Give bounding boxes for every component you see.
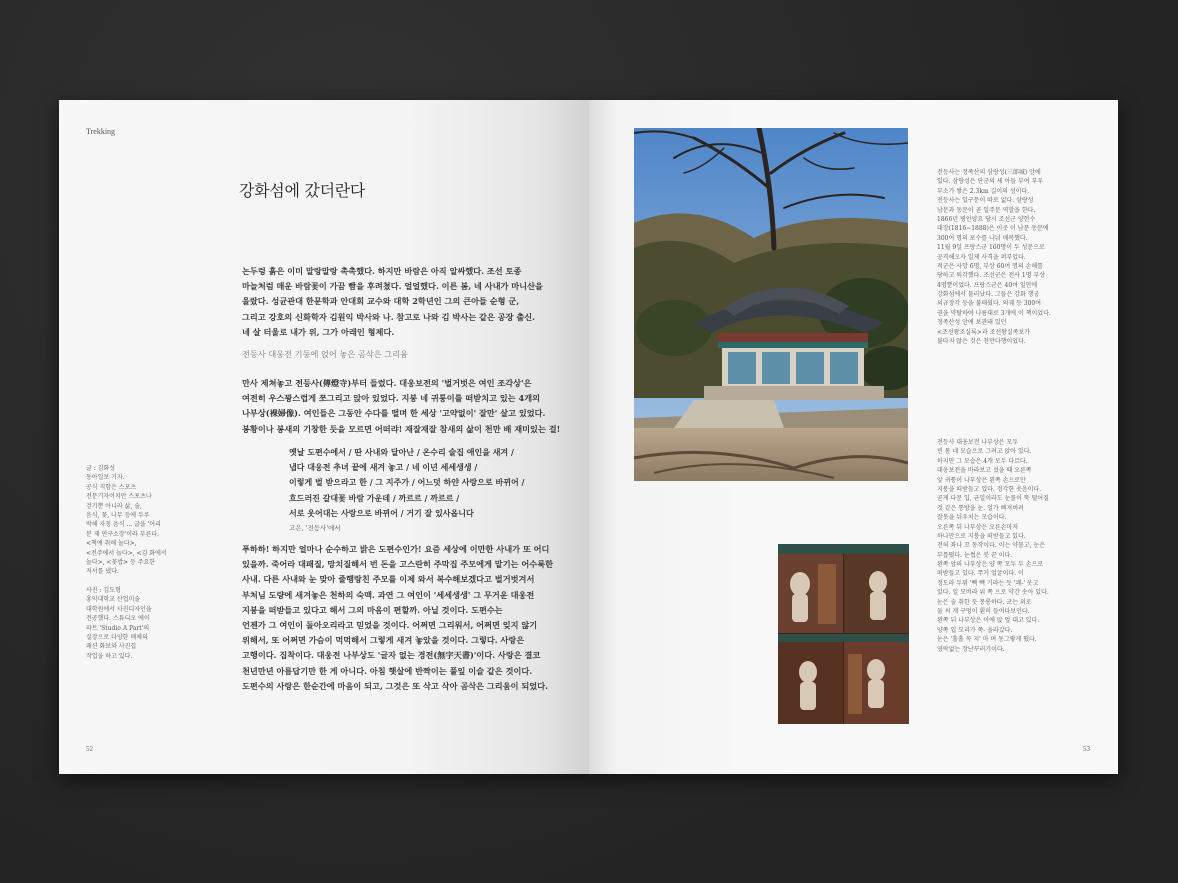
caption-line: 남문과 동문이 곧 일주문 역할을 한다.	[937, 206, 1036, 214]
credit-line: 작업을 하고 있다.	[86, 652, 133, 660]
caption-line: 앞 귀퉁이 나부상은 왼쪽 손으로만	[937, 476, 1026, 484]
caption-line: 부릅떴다. 눈썹은 붓 꾼 이다.	[937, 551, 1013, 559]
caption-line: 떠받들고 있다. 쭈거 얼굴이다. 이	[937, 570, 1024, 578]
caption-line: 둘 씨 게 구멍이 훤히 들여다보인다.	[937, 608, 1030, 616]
caption-line: 권을 약탈하여 나름대로 3개에 이 책이었다.	[937, 309, 1051, 317]
poem-line: 이렇게 벌 받으라고 한 / 그 지주가 / 어느덧 하얀 사랑으로 바뀌어 /	[289, 477, 525, 488]
caption-line: 빈 몸 네 모습으로 그려고 앉아 있다.	[937, 448, 1032, 456]
caption-line: <조선왕조실록>과 조선왕실족보가	[937, 328, 1031, 336]
text-line: 천년만년 아름답기만 한 게 아니다. 아침 햇살에 반짝이는 풀잎 이슬 같은 것이다.	[242, 665, 533, 676]
text-line: 여전히 우스꽝스럽게 쪼그리고 앉아 있었다. 지붕 네 귀퉁이를 떠받치고 있는 4개의	[242, 393, 541, 404]
temple-photo	[634, 128, 908, 481]
caption-line: 외규장각 등을 불태웠다. 의궤 등 300여	[937, 300, 1042, 308]
text-line: 고행이다. 집착이다. 대웅전 나부상도 '글자 없는 경전(無字天書)'이다. 사랑은 결코	[242, 650, 541, 661]
caption-line: 있다. 삼랑성은 단군의 세 아들 부여 부우	[937, 178, 1044, 186]
credit-line: 놀다>, <꽃밥> 등 주요한	[86, 558, 156, 566]
poem-quote	[289, 445, 524, 536]
caption-line: 왼쪽 뒤 나부상은 이에 앉 엎 대고 있다.	[937, 617, 1040, 625]
credit-line: 공식 직함은 스포츠	[86, 483, 137, 491]
credit-line	[86, 577, 167, 586]
text-line: 만사 제쳐놓고 전등사(傳燈寺)부터 들렀다. 대웅보전의 '벌거벗은 여인 조각상'은	[242, 378, 532, 388]
caption-line: 영락없는 장난꾸러기이다.	[937, 645, 1005, 653]
body-paragraph-2	[242, 376, 560, 437]
poem-line: 흐드러진 갈대꽃 바람 가운데 / 까르르 / 까르르 /	[289, 492, 460, 503]
caption-line: 정도라 두워 '빽 빽 기라는 듯 '쾌-' 웃고	[937, 579, 1039, 587]
caption-line: 공격해오자 일제 사격을 퍼부었다.	[937, 253, 1026, 261]
caption-line: 전등사 대웅보전 나부상은 모두	[937, 439, 1019, 446]
caption-line: 부소가 쌓은 2.3km 길이의 성이다.	[937, 187, 1030, 195]
credit-line: 실장으로 다양한 매체의	[86, 634, 148, 642]
credit-line: 전문기자이지만 스포츠나	[86, 493, 152, 501]
page-number-right: 53	[1083, 745, 1090, 753]
caption-line: 강화섬에서 물러났다. 그들은 강화 행궁	[937, 291, 1040, 299]
caption-line: 오른쪽 뒤 나부상은 오른손마저	[937, 523, 1019, 531]
caption-line: 왼쪽 앞의 나부상은 양 쪽 모두 두 손으로	[937, 561, 1044, 569]
text-line: 봉황이나 봉새의 기창한 듯을 모르면 어떠랴! 재잘재잘 참새의 삶이 천만 배 재미있는 걸!	[242, 423, 561, 434]
section-label: Trekking	[86, 127, 116, 136]
caption-line: 곧게 다문 입, 균일이라도 눈물이 뚝 떨어질	[937, 495, 1049, 503]
caption-line: 눈은 술 취한 듯 몽롱하다. 코는 외로	[937, 598, 1032, 606]
subheading: 전등사 대웅전 기둥에 얹어 놓은 곰삭은 그리움	[242, 349, 408, 359]
magazine-spread	[59, 100, 1118, 774]
right-page	[589, 100, 1118, 774]
sidebar-caption-2	[937, 438, 1049, 654]
caption-line: 대장(1816~1888)은 이곳 이 남문 동문에	[937, 225, 1049, 233]
text-line: 있을까. 죽어라 대패질, 망치질해서 번 돈을 고스란히 주막집 주모에게 맡기는 어수룩한	[242, 559, 554, 570]
caption-line: 전등사는 정족산의 삼랑성(三郞城) 안에	[937, 169, 1041, 176]
credit-line: 음식, 꽃, 나무 등에 두루	[86, 511, 150, 519]
caption-line: 300여 명의 포수를 나눠 매복했다.	[937, 234, 1028, 242]
poem-source: 고은, '전등사'에서	[289, 523, 341, 532]
credit-line: 저서를 냈다.	[86, 568, 119, 576]
left-page	[59, 100, 589, 774]
caption-line: 잘못을 뉘우치는 모습이다.	[937, 514, 1007, 522]
page-number-left: 52	[86, 745, 93, 753]
text-line: 올랐다. 성균관대 한문학과 안대회 교수와 대학 2학년인 그의 큰아들 순형 군,	[242, 296, 520, 307]
text-line: 위해서, 또 어쩌면 가슴이 먹먹해서 그렇게 새겨 놓았을 것이다. 그렇다. 사랑은	[242, 635, 525, 646]
text-line: 지붕을 떠받들고 있다고 해서 그의 마음이 편할까. 아닐 것이다. 도편수는	[242, 604, 503, 615]
caption-line: 11월 9일 프랑스군 160명이 두 성문으로	[937, 244, 1045, 252]
credit-line: 박해 자칭 음식 ... 글을 '어리	[86, 521, 161, 529]
credit-line: 패션 화보와 사진집	[86, 643, 137, 651]
caption-line: 하지만 그 모습은 4개 모두 다르다.	[937, 457, 1028, 465]
caption-line: 정족산성 안에 보관돼 있던	[937, 319, 1007, 327]
text-line: 사내. 다른 사내와 눈 맞아 줄행랑친 주모를 이제 와서 복수해보겠다고 벌거벗겨서	[242, 574, 535, 585]
text-line: 푸하하! 하지만 얼마나 순수하고 밝은 도편수인가! 요즘 세상에 이만한 사내가 또 어디	[242, 544, 550, 554]
text-line: 마늘처럼 매운 바람꽃이 가끔 빰을 후려쳤다. 얼얼했다. 이른 봄, 네 사내가 마니산을	[242, 281, 543, 292]
body-paragraph-3	[242, 542, 553, 694]
caption-line: 4명뿐이었다. 프랑스군은 40여 일만에	[937, 281, 1038, 289]
caption-line: 적군은 사망 6명, 부상 60여 명의 손해를	[937, 262, 1043, 270]
credit-line: <책에 취해 놀다>,	[86, 540, 137, 548]
caption-line: 하나만으로 지붕을 떠받들고 있다.	[937, 532, 1026, 540]
text-line: 그리고 강호의 신화학자 김원익 박사와 나. 참고로 나와 김 박사는 같은 공장 출신.	[242, 311, 535, 322]
caption-line: 불타지 않은 것은 천만다행이었다.	[937, 338, 1026, 346]
text-line: 논두렁 흙은 이미 말랑말랑 촉촉했다. 하지만 바람은 아직 알싸했다. 조선 토종	[242, 266, 522, 276]
credit-line: <전주에서 놀다>, <김 화에서	[86, 549, 167, 557]
text-line: 언젠가 그 여인이 돌아오리라고 믿었을 것이다. 어쩌면 그리워서, 어쩌면 잊지 않기	[242, 619, 538, 630]
credit-line: 사진 : 김도형	[86, 587, 121, 595]
text-line: 네 살 터울로 내가 위, 그가 아래인 형제다.	[242, 326, 395, 337]
credit-line: 전공했다. 스튜디오 에이	[86, 615, 150, 623]
text-line: 부처님 도량에 새겨놓은 천하의 숙맥. 과연 그 여인이 '세세생생' 그 무거운 대웅전	[242, 589, 535, 600]
text-line: 도편수의 사랑은 한순간에 마음이 되고, 그것은 또 삭고 삭아 곰삭은 그리움이 되었다.	[242, 680, 548, 691]
caption-line: 1866년 병인양요 당시 조선군 양헌수	[937, 215, 1036, 223]
caption-line: 것 같은 통방을 눈. 얼가 삐져버려	[937, 504, 1024, 512]
credit-line: 파트 'Studio A Part'의	[86, 624, 150, 632]
caption-line: 전등사는 입구문이 따로 없다. 삼랑성	[937, 197, 1034, 205]
credit-line: 걷기뿐 아니라 삶, 술,	[86, 502, 142, 510]
credit-line: 홍익대학교 산업미술	[86, 596, 141, 604]
author-credits	[86, 464, 167, 661]
article-title: 강화섬에 갔더란다	[239, 181, 366, 200]
credit-line: 분 제 연구소장'이라 부른다.	[86, 530, 160, 538]
credit-line: 대학원에서 사진디자인을	[86, 605, 152, 613]
statue-photo-grid	[778, 544, 909, 724]
caption-line: 지붕을 떠받들고 있다. 정각한 웃음이다.	[937, 485, 1042, 493]
caption-line: 양쪽 입 모리가 쭉- 올라갔다.	[937, 626, 1013, 634]
caption-line: 전혀 좌나 꼬 동작이다. 이는 약물고, 눈은	[937, 542, 1045, 550]
poem-line: 냅다 대웅전 추녀 끝에 새겨 놓고 / 네 이년 세세생생 /	[289, 462, 478, 473]
text-line: 나부상(裸婦像). 여인들은 그동안 수다를 떨며 한 세상 '고약없이' 잘만' 살고 있었다.	[242, 408, 546, 419]
intro-paragraph	[242, 264, 543, 340]
caption-line: 있다. 일 모버라 위 쪽 으로 약간 솟아 있다.	[937, 589, 1049, 597]
credit-line: 동아일보 기자.	[86, 474, 125, 482]
poem-line: 서로 웃어대는 사랑으로 바뀌어 / 거기 잘 있사옵니다	[289, 507, 474, 518]
caption-line: 대웅보전을 바라보고 섰을 때 오른쪽	[937, 467, 1032, 475]
caption-line: 당하고 퇴각했다. 조선군은 전사 1명 부상	[937, 272, 1045, 280]
poem-line: 옛날 도편수에서 / 딴 사내와 달아난 / 온수리 술집 애인을 새겨 /	[289, 447, 514, 457]
credit-line: 글 : 김화성	[86, 465, 116, 472]
sidebar-caption-1	[937, 168, 1051, 346]
caption-line: 눈은 '홀홀 꼭 지' 마 며 동그랗게 떴다.	[937, 636, 1037, 644]
